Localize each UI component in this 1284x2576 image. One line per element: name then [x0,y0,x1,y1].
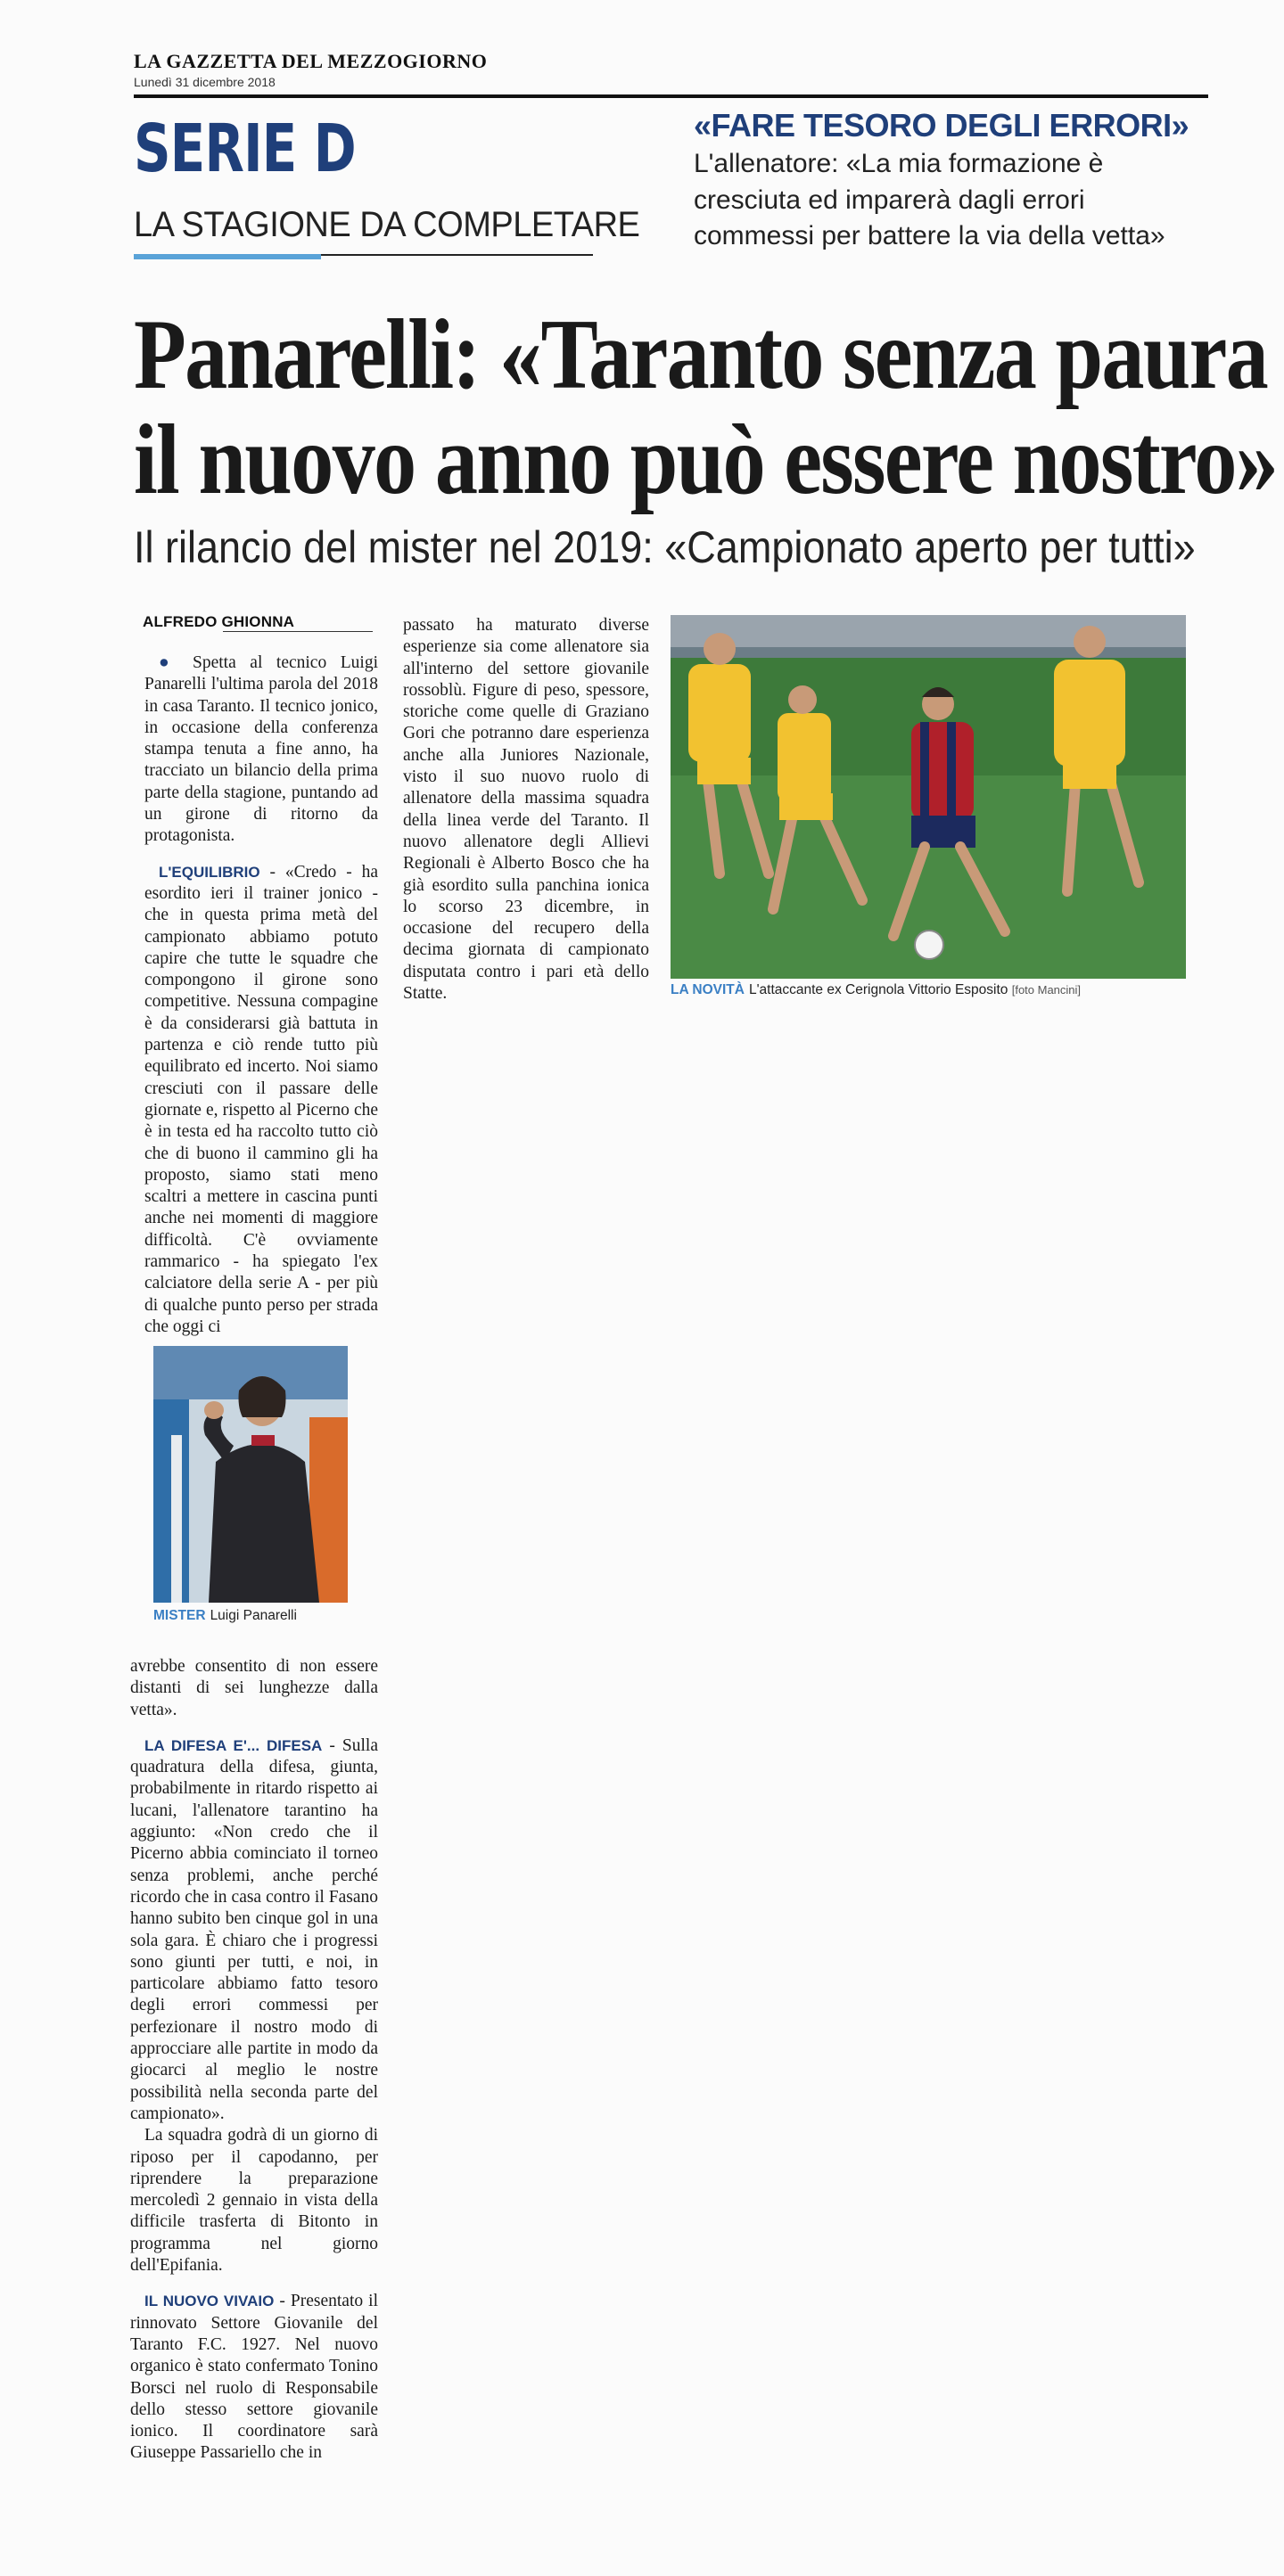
kicker-line: L'allenatore: «La mia formazione è [694,149,1104,178]
headline-line: Panarelli: «Taranto senza paura [134,299,1268,410]
section-accent-bar [134,254,321,259]
byline: ALFREDO GHIONNA [143,613,295,630]
section-rule [321,254,593,256]
article-paragraph: L'EQUILIBRIO - «Credo - ha esordito ieri il trainer jonico - che in questa prima metà del campionato abbiamo potuto capire che tutte le squadre che compongono il girone sono competitive. Nessuna compagine è da considerarsi già battuta in partenza e ciò rende tutto più equilibrato ed incerto. Noi siamo cresciuti con il passare delle giornate e, rispetto al Picerno che è in testa ed ha raccolto tutto ciò che di buono il cammino gli ha proposto, siamo stati meno scaltri a mettere in cascina punti anche nei momenti di maggiore difficoltà. C'è ovviamente rammarico - ha spiegato l'ex calciatore della serie A - per più di qualche punto perso per strada che oggi ci [144,862,378,1336]
headline [134,299,1278,515]
caption-label: LA NOVITÀ [671,982,745,997]
kicker-line: cresciuta ed imparerà dagli errori [694,185,1085,215]
byline-rule [223,631,373,632]
kicker-line: commessi per battere la via della vetta» [694,221,1165,250]
caption-text: Luigi Panarelli [210,1608,297,1623]
article-paragraph: passato ha maturato diverse esperienze sia come allenatore sia all'interno del settore giovanile rossoblù. Figure di peso, spessore, storiche come quelle di Graziano Gori che potranno dare esperienza anche alla Juniores Nazionale, visto il suo nuovo ruolo di allenatore della massima squadra della linea verde del Taranto. Il nuovo allenatore degli Allievi Regionali è Alberto Bosco che ha già esordito sulla panchina ionica lo scorso 23 dicembre, in occasione del recupero della decima giornata di campionato disputata contro i pari età dello Statte. [403,616,649,1004]
caption-label: MISTER [153,1608,206,1623]
issue-date: Lunedì 31 dicembre 2018 [134,75,276,89]
section-header [134,111,666,245]
photo-credit: [foto Mancini] [1011,983,1082,997]
paragraph-lead: L'EQUILIBRIO [159,863,260,881]
section-subtitle: LA STAGIONE DA COMPLETARE [134,205,640,244]
masthead [134,50,1204,89]
section-title: SERIE D [134,111,356,187]
kicker-box [694,107,1211,255]
bullet-icon: ● [159,653,179,672]
paragraph-lead: IL NUOVO VIVAIO [144,2293,275,2310]
newspaper-name: LA GAZZETTA DEL MEZZOGIORNO [134,50,488,72]
article-column-1-bottom [130,1656,378,2465]
article-column-1-top [144,652,378,1338]
headline-line: il nuovo anno può essere nostro» [134,404,1278,515]
article-paragraph: ● Spetta al tecnico Luigi Panarelli l'ultima parola del 2018 in casa Taranto. Il tecnico jonico, in occasione della conferenza stampa tenuta a fine anno, ha tracciato un bilancio della prima parte della stagione, puntando ad un girone di ritorno da protagonista. [144,653,378,846]
article-paragraph: La squadra godrà di un giorno di riposo per il capodanno, per riprendere la preparazione mercoledì 2 gennaio in vista della difficile trasferta di Bitonto in programma nel giorno dell'Epifania. [130,2126,378,2276]
caption-text: L'attaccante ex Cerignola Vittorio Esposito [748,982,1008,997]
article-paragraph: IL NUOVO VIVAIO - Presentato il rinnovato Settore Giovanile del Taranto F.C. 1927. Nel nuovo organico è stato confermato Tonino Borsci nel ruolo di Responsabile dello stesso settore giovanile ionico. Il coordinatore sarà Giuseppe Passariello che in [130,2292,378,2463]
coach-photo-caption [153,1608,297,1624]
kicker-text [694,146,1211,255]
match-photo [671,615,1186,979]
match-photo-image [671,615,1186,979]
coach-photo-image [153,1346,348,1603]
subheadline: Il rilancio del mister nel 2019: «Campionato aperto per tutti» [134,522,1196,572]
coach-photo [153,1346,348,1603]
article-column-2 [403,615,649,1005]
masthead-rule [134,94,1208,98]
article-paragraph: LA DIFESA E'... DIFESA - Sulla quadratura della difesa, giunta, probabilmente in ritardo rispetto ai lucani, l'allenatore tarantino ha aggiunto: «Non credo che il Picerno abbia cominciato il torneo senza problemi, anche perché ricordo che in casa contro il Fasano hanno subito ben cinque gol in una sola gara. È chiaro che i progressi sono giunti per tutti, e noi, in particolare abbiamo fatto tesoro degli errori commessi per perfezionare il nostro modo di approcciare alle partite in modo da giocarci al meglio le nostre possibilità nella seconda parte del campionato». [130,1735,378,2123]
article-paragraph: avrebbe consentito di non essere distanti di sei lunghezze dalla vetta». [130,1657,378,1719]
paragraph-lead: LA DIFESA E'... DIFESA [144,1736,323,1754]
match-photo-caption [671,982,1081,998]
kicker-title: «FARE TESORO DEGLI ERRORI» [694,107,1189,144]
